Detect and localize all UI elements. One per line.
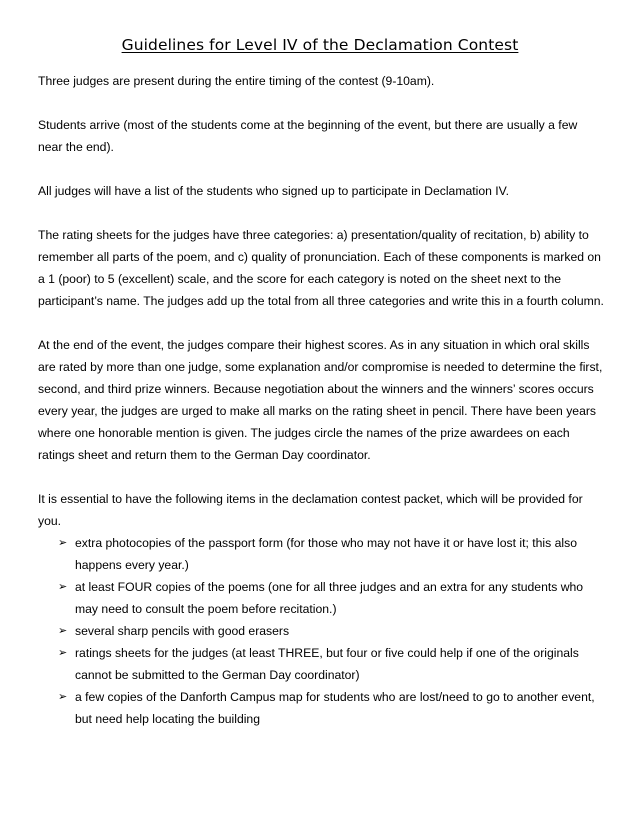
- document-title: Guidelines for Level IV of the Declamation Contest: [121, 36, 519, 54]
- list-item-text: at least FOUR copies of the poems (one for all three judges and an extra for any students who may need to consult the poem before recitation.): [75, 580, 584, 616]
- list-item: [38, 576, 604, 620]
- paragraph-student-list: All judges will have a list of the students who signed up to participate in Declamation IV.: [38, 184, 510, 198]
- arrow-bullet-icon: ➢: [58, 646, 68, 659]
- document-body: [38, 70, 604, 730]
- list-item: [38, 642, 604, 686]
- paragraph-rating-sheets: The rating sheets for the judges have three categories: a) presentation/quality of recitation, b) ability to remember all parts of the poem, and c) quality of pronunciation. Each of these components is marked on a 1 (poor) to 5 (excellent) scale, and the score for each category is noted on the sheet next to the participant’s name. The judges add up the total from all three categories and write this in a fourth column.: [38, 228, 604, 308]
- packet-items-list: [38, 532, 604, 730]
- arrow-bullet-icon: ➢: [58, 690, 68, 703]
- arrow-bullet-icon: ➢: [58, 580, 68, 593]
- list-item-text: extra photocopies of the passport form (for those who may not have it or have lost it; this also happens every year.): [75, 536, 577, 572]
- list-item-text: ratings sheets for the judges (at least THREE, but four or five could help if one of the originals cannot be submitted to the German Day coordinator): [75, 646, 579, 682]
- paragraph-end-of-event: At the end of the event, the judges compare their highest scores. As in any situation in which oral skills are rated by more than one judge, some explanation and/or compromise is needed to determine the first, second, and third prize winners. Because negotiation about the winners and the winners’ scores occurs every year, the judges are urged to make all marks on the rating sheet in pencil. There have been years where one honorable mention is given. The judges circle the names of the prize awardees on each ratings sheet and return them to the German Day coordinator.: [38, 338, 603, 462]
- paragraph-students-arrive: Students arrive (most of the students come at the beginning of the event, but there are usually a few near the end).: [38, 118, 578, 154]
- list-item: [38, 620, 604, 642]
- list-item-text: a few copies of the Danforth Campus map for students who are lost/need to go to another event, but need help locating the building: [75, 690, 595, 726]
- paragraph-packet-items: It is essential to have the following items in the declamation contest packet, which will be provided for you.: [38, 492, 583, 528]
- list-item-text: several sharp pencils with good erasers: [75, 624, 290, 638]
- list-item: [38, 686, 604, 730]
- list-item: [38, 532, 604, 576]
- arrow-bullet-icon: ➢: [58, 624, 68, 637]
- arrow-bullet-icon: ➢: [58, 536, 68, 549]
- paragraph-judges-present: Three judges are present during the entire timing of the contest (9-10am).: [38, 74, 435, 88]
